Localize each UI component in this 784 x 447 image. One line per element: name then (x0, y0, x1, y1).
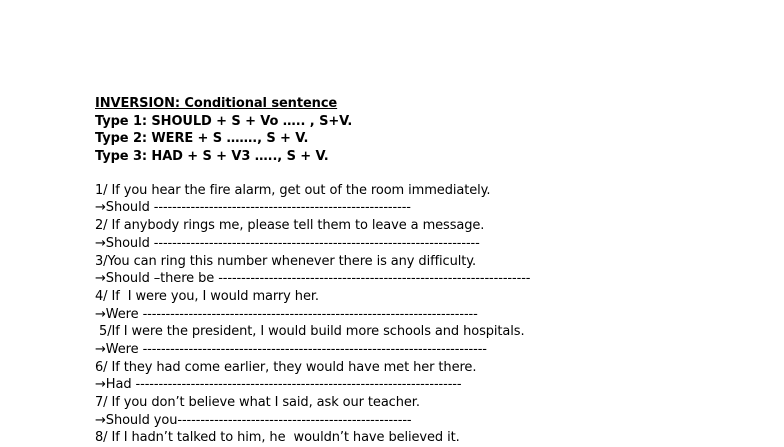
exercise-question-6: 6/ If they had come earlier, they would have met her there. (95, 359, 477, 375)
spacer (95, 166, 775, 182)
exercise-question-7: 7/ If you don’t believe what I said, ask our teacher. (95, 395, 420, 410)
answer-prefix: →Were (95, 306, 143, 322)
answer-prefix: →Were (95, 341, 143, 357)
answer-prefix: →Should (95, 235, 154, 251)
exercise-answer-4 (95, 306, 775, 324)
rule-type-3: Type 3: HAD + S + V3 ….., S + V. (95, 149, 329, 165)
answer-blank: --------------------------------------------------- (177, 412, 412, 428)
exercise-answer-2 (95, 235, 775, 253)
exercise-answer-5 (95, 341, 775, 359)
worksheet-title: INVERSION: Conditional sentence (95, 96, 338, 111)
answer-blank: --------------------------------------------------------------------------- (142, 341, 487, 357)
exercise-question-5: 5/If I were the president, I would build more schools and hospitals. (95, 324, 525, 340)
answer-blank: ----------------------------------------------------------------------- (135, 377, 462, 393)
answer-prefix: →Should –there be (95, 271, 219, 287)
worksheet-page (95, 95, 775, 447)
exercise-answer-3 (95, 270, 775, 288)
answer-blank: -------------------------------------------------------------------- (218, 271, 531, 287)
answer-blank: ----------------------------------------------------------------------- (153, 235, 480, 251)
exercise-question-2: 2/ If anybody rings me, please tell them to leave a message. (95, 218, 485, 234)
exercise-question-3: 3/You can ring this number whenever there is any difficulty. (95, 253, 477, 269)
exercise-answer-1 (95, 199, 775, 217)
rule-type-2: Type 2: WERE + S ……., S + V. (95, 131, 309, 147)
exercise-question-8: 8/ If I hadn’t talked to him, he wouldn’t have believed it. (95, 430, 460, 446)
exercise-answer-7 (95, 412, 775, 430)
answer-prefix: →Should you (95, 412, 178, 428)
rule-type-1: Type 1: SHOULD + S + Vo ….. , S+V. (95, 113, 353, 129)
answer-prefix: →Should (95, 200, 154, 216)
exercise-question-1: 1/ If you hear the fire alarm, get out of the room immediately. (95, 182, 491, 198)
answer-prefix: →Had (95, 377, 136, 393)
exercise-question-4: 4/ If I were you, I would marry her. (95, 288, 319, 304)
answer-blank: ------------------------------------------------------------------------- (142, 306, 478, 322)
answer-blank: -------------------------------------------------------- (153, 200, 411, 216)
exercise-answer-6 (95, 376, 775, 394)
